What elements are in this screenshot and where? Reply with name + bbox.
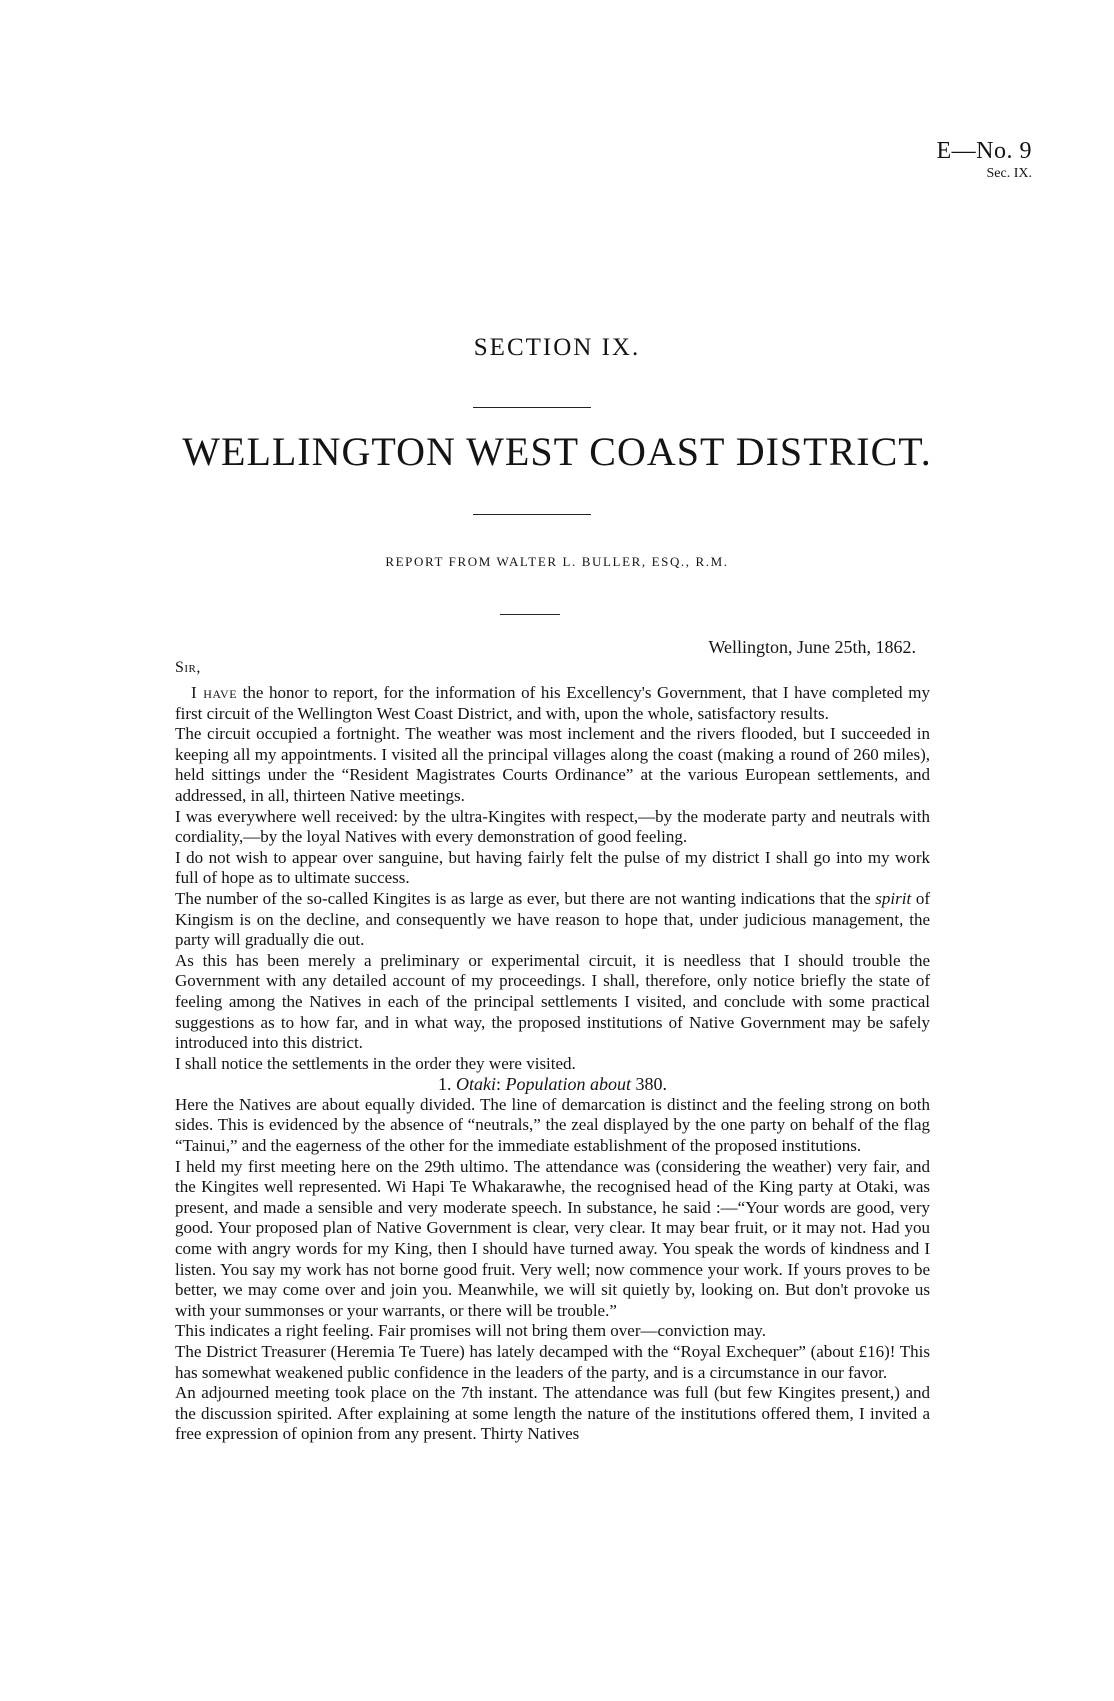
divider-rule bbox=[500, 614, 560, 615]
subheading-count: 380. bbox=[631, 1074, 667, 1095]
paragraph-text: Here the Natives are about equally divided. The line of demarcation is distinct and the feeling strong on both sides. This is evidenced by the absence of “neutrals,” the zeal displayed by the one party on behalf of the flag “Tainui,” and the eagerness of the other for the immediate establishment of the proposed institutions. bbox=[175, 1094, 930, 1156]
paragraph-text: I held my first meeting here on the 29th ultimo. The attendance was (considering the weather) very fair, and the Kingites well represented. Wi Hapi Te Whakarawhe, the recognised head of the King party at Otaki, was present, and made a sensible and very moderate speech. In substance, he said :—“Your words are good, very good. Your proposed plan of Native Government is clear, very clear. It may bear fruit, or it may not. Had you come with angry words for my King, then I should have turned away. You speak the words of kindness and I listen. You say my work has not borne good fruit. Very well; now commence your work. If yours proves to be better, we may come over and join you. Meanwhile, we will sit quietly by, looking on. But don't provoke us with your summonses or your warrants, or there will be trouble.” bbox=[175, 1156, 930, 1320]
paragraph-text: An adjourned meeting took place on the 7th instant. The attendance was full (but few Kingites present,) and the discussion spirited. After explaining at some length the nature of the institutions offered them, I invited a free expression of opinion from any present. Thirty Natives bbox=[175, 1383, 930, 1444]
paragraph bbox=[175, 1095, 930, 1157]
report-from-heading: REPORT FROM WALTER L. BULLER, ESQ., R.M. bbox=[385, 554, 729, 569]
settlement-subheading bbox=[175, 1074, 930, 1095]
paragraph-text: This indicates a right feeling. Fair promises will not bring them over—conviction may. bbox=[175, 1321, 766, 1341]
paragraph bbox=[175, 889, 930, 951]
dateline: Wellington, June 25th, 1862. bbox=[708, 637, 916, 657]
paragraph-text: The number of the so-called Kingites is as large as ever, but there are not wanting indications that the bbox=[175, 888, 876, 908]
paragraph bbox=[175, 683, 930, 724]
paragraph-text: The circuit occupied a fortnight. The weather was most inclement and the rivers flooded, but I succeeded in keeping all my appointments. I visited all the principal villages along the coast (making a round of 260 miles), held sittings under the “Resident Magistrates Courts Ordinance” at the various European settlements, and addressed, in all, thirteen Native meetings. bbox=[175, 724, 930, 805]
divider-rule bbox=[473, 407, 591, 408]
district-title: WELLINGTON WEST COAST DISTRICT. bbox=[182, 429, 932, 474]
reference-number: E—No. 9 bbox=[936, 138, 1032, 164]
subheading-colon: : bbox=[495, 1074, 506, 1095]
paragraph bbox=[175, 1383, 930, 1445]
paragraph-text: The District Treasurer (Heremia Te Tuere) has lately decamped with the “Royal Exchequer” (about £16)! This has somewhat weakened public confidence in the leaders of the party, and is a circumstance in our favor. bbox=[175, 1342, 930, 1382]
paragraph-text: of Kingism is on the decline, and consequently we have reason to hope that, under judicious management, the party will gradually die out. bbox=[175, 888, 930, 950]
paragraph-lead: I have bbox=[191, 683, 238, 702]
salutation: Sir, bbox=[175, 659, 201, 676]
reference-section: Sec. IX. bbox=[986, 166, 1032, 182]
paragraph-text: I was everywhere well received: by the ultra-Kingites with respect,—by the moderate party and neutrals with cordiality,—by the loyal Natives with every demonstration of good feeling. bbox=[175, 806, 930, 847]
paragraph bbox=[175, 807, 930, 848]
report-body bbox=[175, 683, 930, 1445]
paragraph-text: As this has been merely a preliminary or experimental circuit, it is needless that I should trouble the Government with any detailed account of my proceedings. I shall, therefore, only notice briefly the state of feeling among the Natives in each of the principal settlements I visited, and conclude with some practical suggestions as to how far, and in what way, the proposed institutions of Native Government may be safely introduced into this district. bbox=[175, 950, 930, 1053]
paragraph bbox=[175, 1157, 930, 1322]
paragraph-text: I do not wish to appear over sanguine, but having fairly felt the pulse of my district I shall go into my work full of hope as to ultimate success. bbox=[175, 847, 930, 888]
paragraph bbox=[175, 1342, 930, 1383]
document-reference bbox=[937, 138, 1033, 182]
subheading-population: Population about bbox=[505, 1074, 631, 1095]
emphasis-text: spirit bbox=[875, 888, 912, 908]
section-title: SECTION IX. bbox=[473, 334, 641, 361]
paragraph bbox=[175, 1054, 930, 1075]
subheading-number: 1. bbox=[437, 1074, 456, 1095]
paragraph bbox=[175, 848, 930, 889]
paragraph-text: I shall notice the settlements in the order they were visited. bbox=[175, 1053, 576, 1073]
paragraph-text: the honor to report, for the information of his Excellency's Government, that I have completed my first circuit of the Wellington West Coast District, and with, upon the whole, satisfactory results. bbox=[175, 683, 930, 723]
subheading-place: Otaki bbox=[455, 1074, 496, 1095]
divider-rule bbox=[473, 514, 591, 515]
paragraph bbox=[175, 724, 930, 806]
paragraph bbox=[175, 1321, 930, 1342]
paragraph bbox=[175, 951, 930, 1054]
